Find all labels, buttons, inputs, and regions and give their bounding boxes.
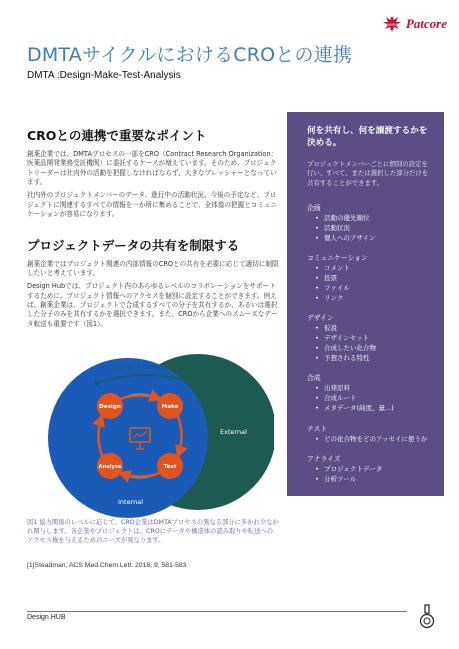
sidebar-category-list	[307, 384, 432, 413]
sidebar-list-item: • 活動状況	[315, 224, 432, 234]
sidebar-list-item: • 予想される特性	[315, 354, 432, 364]
paragraph: 社内外のプロジェクトメンバーのデータ、進行中の活動状況、今後の予定など、プロジェクトに関連するすべての情報を一か所に集めることで、全体像の把握とコミュニケーションが容易になります。	[27, 191, 278, 219]
flask-logo-icon	[419, 604, 435, 630]
section-heading: CROとの連携で重要なポイント	[27, 128, 207, 143]
sidebar-category-list	[307, 465, 432, 485]
sidebar-category-list	[307, 435, 432, 445]
logo-mark-text: SAMPLE	[385, 23, 399, 27]
section-data-sharing	[27, 236, 279, 330]
sidebar-list-item: • 出発原料	[315, 384, 432, 394]
sidebar-list-item: • どの化合物をどのアッセイに使うか	[315, 435, 432, 445]
sidebar-list-item: • 合成ルート	[315, 394, 432, 404]
paragraph: 創薬企業ではプロジェクト関連の内部情報のCROとの共有を必要に応じて適切に制限したいと考えています。	[27, 259, 279, 277]
sidebar-category-list	[307, 264, 432, 303]
transfer-label: transfer of selected data	[111, 365, 179, 371]
sidebar-category-list	[307, 324, 432, 363]
sidebar-list-item: • メタデータ(純度、量...)	[315, 404, 432, 414]
sidebar-category-heading: デザイン	[307, 314, 334, 323]
brand-logo	[381, 14, 447, 34]
sidebar-category-heading: コミュニケーション	[307, 254, 368, 263]
page-subtitle: DMTA :Design-Make-Test-Analysis	[27, 70, 181, 81]
sidebar-list-item: • 分析ツール	[315, 475, 432, 485]
external-label: External	[220, 428, 247, 436]
paragraph: Design Hubでは、プロジェクト内のあらゆるレベルのコラボレーションをサポートするために、プロジェクト情報へのアクセスを個別に設定することができます。例えば、創薬企業は、プロジェクトで合成するすべての分子を共有するか、あるいは選択した分子のみを共有するかを選択できます。また、CROから企業へのスムーズなデータ転送も重要です（図1）。	[27, 282, 278, 328]
stage-analyze-label: Analyze	[98, 464, 122, 470]
figure-caption: 図1 協力関係のレベルに応じて、CRO企業はDMTAプロセスの異なる部分に多かれ少なかれ関与します。各企業やプロジェクトは、CROにデータや構造体の読み取りや転送へのアクセス権を与えるためのニーズが異なります。	[27, 519, 279, 544]
sidebar-list-item: • プロジェクトデータ	[315, 465, 432, 475]
stage-test-label: Test	[163, 464, 177, 470]
reference: [1]Steadman, ACS Med.Chem.Lett. 2018, 9, 581-583	[27, 562, 187, 569]
sidebar-list-item: • コメント	[315, 264, 432, 274]
sidebar-list-item: • 活動の優先順位	[315, 214, 432, 224]
paragraph: 創薬企業では、DMTAプロセスの一部をCRO（Contract Research Organization：医薬品開発業務受託機関）に委託するケースが増えています。そのため、プロジェクトリーダーは社内外の活動を把握しなければならず、大きなプレッシャーとなっています。	[27, 150, 278, 187]
sidebar-category-heading: 企画	[307, 204, 321, 213]
sidebar-categories	[307, 202, 432, 485]
sidebar-list-item: • 合成したい化合物	[315, 344, 432, 354]
sidebar-list-item: • 投票	[315, 274, 432, 284]
sidebar-list-item: • デザインセット	[315, 334, 432, 344]
stage-make-label: Make	[161, 404, 179, 410]
sidebar-category-heading: アナライズ	[307, 455, 341, 464]
brand-name: Patcore	[405, 16, 447, 31]
footer-label: Design HUB	[27, 614, 66, 621]
sidebar-category-heading: 合成	[307, 374, 321, 383]
section-cro-points	[27, 126, 279, 220]
page-title: DMTAサイクルにおけるCROとの連携	[27, 44, 353, 66]
internal-region	[48, 358, 208, 518]
sharing-sidebar	[287, 112, 444, 496]
sidebar-list-item: • ファイル	[315, 284, 432, 294]
patcore-logo-icon	[381, 14, 403, 34]
sidebar-category-list	[307, 214, 432, 243]
footer-divider	[27, 611, 407, 612]
section-heading: プロジェクトデータの共有を制限する	[27, 237, 240, 253]
sidebar-list-item: • 仮説	[315, 324, 432, 334]
sidebar-title: 何を共有し、何を譲渡するかを決める。	[307, 126, 428, 148]
sidebar-list-item: • 個人へのアサイン	[315, 234, 432, 244]
main-content	[27, 126, 279, 333]
internal-label: Internal	[118, 498, 144, 506]
stage-design-label: Design	[99, 404, 121, 410]
sidebar-list-item: • リンク	[315, 294, 432, 304]
dmta-cycle-diagram	[40, 352, 274, 520]
sidebar-intro: プロジェクトメンバーごとに個別の設定を行い、すべて、または選択した部分だけを共有することができます。	[307, 160, 429, 187]
sidebar-category-heading: テスト	[307, 424, 328, 433]
